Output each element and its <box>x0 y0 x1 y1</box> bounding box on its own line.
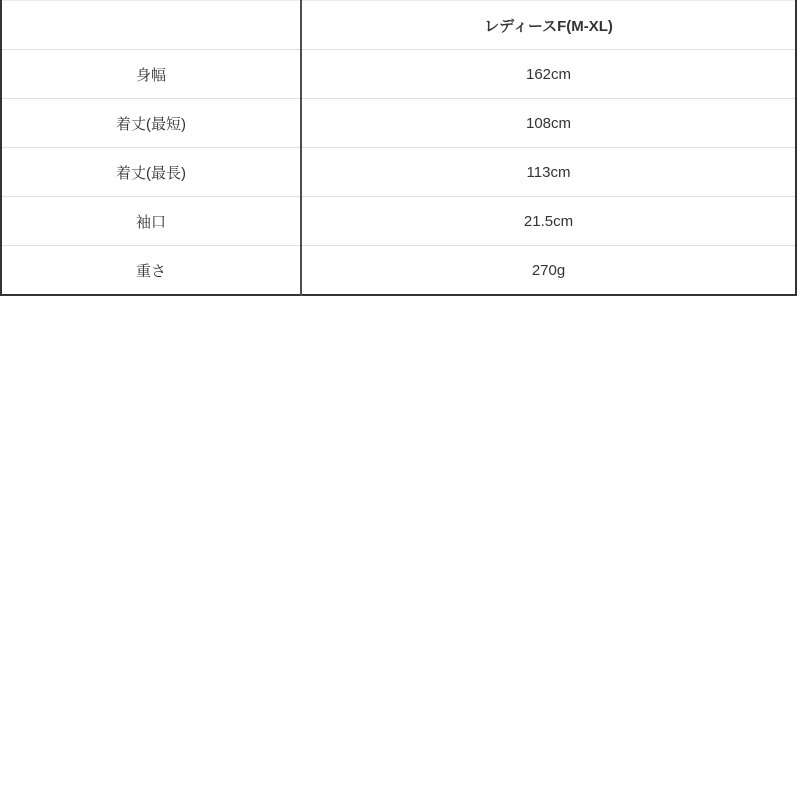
table-row <box>1 50 796 99</box>
row-label: 袖口 <box>1 197 301 246</box>
header-size-cell: レディースF(M-XL) <box>484 17 613 35</box>
table-row <box>1 246 796 296</box>
row-value: 108cm <box>301 99 796 148</box>
row-value: 270g <box>301 246 796 296</box>
row-label: 着丈(最長) <box>1 148 301 197</box>
row-value: 162cm <box>301 50 796 99</box>
row-value: 21.5cm <box>301 197 796 246</box>
header-empty-cell <box>1 1 301 50</box>
row-value: 113cm <box>301 148 796 197</box>
table-header-row <box>1 1 796 50</box>
size-chart-table <box>0 0 797 296</box>
row-label: 重さ <box>1 246 301 296</box>
table-row <box>1 99 796 148</box>
row-label: 着丈(最短) <box>1 99 301 148</box>
table-row <box>1 148 796 197</box>
table-row <box>1 197 796 246</box>
row-label: 身幅 <box>1 50 301 99</box>
